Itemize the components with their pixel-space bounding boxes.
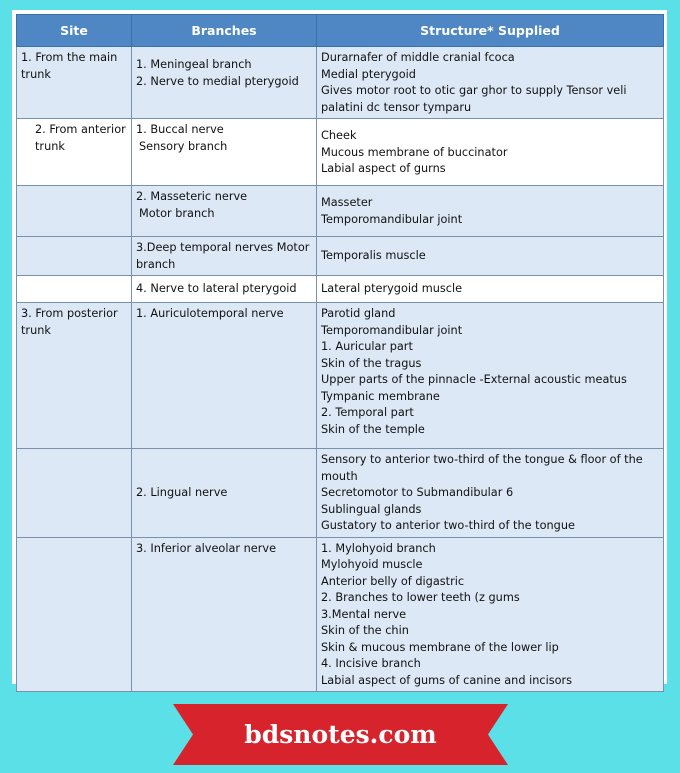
branch-text: 1. Meningeal branch	[136, 58, 252, 71]
structure-text: 1. Auricular part	[321, 340, 413, 353]
header-structures: Structure* Supplied	[317, 15, 664, 47]
structure-text: Mucous membrane of buccinator	[321, 145, 508, 159]
site-text: 2. From anterior trunk	[35, 123, 126, 153]
nerve-branches-table	[16, 14, 664, 692]
table-row	[17, 186, 664, 237]
structure-text: Medial pterygoid	[321, 67, 416, 81]
site-text: 3. From posterior trunk	[21, 307, 118, 337]
structure-text: Skin & mucous membrane of the lower lip	[321, 640, 559, 654]
structure-text: Cheek	[321, 129, 357, 142]
header-site: Site	[17, 15, 132, 47]
structure-text: Lateral pterygoid muscle	[321, 282, 463, 296]
structure-text: 3.Mental nerve	[321, 607, 407, 621]
table-frame	[12, 10, 667, 687]
site-cell	[17, 186, 132, 237]
structure-text: Secretomotor to Submandibular 6	[321, 486, 514, 499]
site-cell	[17, 449, 132, 538]
branches-cell	[132, 449, 317, 538]
header-branches: Branches	[132, 15, 317, 47]
branch-text: 1. Buccal nerve	[136, 123, 224, 136]
structures-cell	[317, 237, 664, 276]
table-row	[17, 237, 664, 276]
structures-cell	[317, 303, 664, 449]
structure-text: Mylohyoid muscle	[321, 558, 423, 571]
structures-cell	[317, 186, 664, 237]
structure-text: Tympanic membrane	[321, 389, 440, 403]
structure-text: Upper parts of the pinnacle -External acoustic meatus	[321, 373, 627, 386]
structure-text: Gustatory to anterior two-third of the tongue	[321, 519, 575, 532]
structure-text: Temporalis muscle	[321, 249, 426, 263]
branch-text: 3.Deep temporal nerves Motor branch	[136, 241, 310, 271]
structure-text: Skin of the chin	[321, 624, 409, 637]
structure-text: Parotid gland	[321, 307, 396, 320]
structure-text: Temporomandibular joint	[321, 212, 463, 226]
branches-cell	[132, 47, 317, 119]
structure-text: Masseter	[321, 196, 373, 209]
branch-text: 2. Nerve to medial pterygoid	[136, 74, 299, 88]
table-row	[17, 276, 664, 303]
structure-text: 1. Mylohyoid branch	[321, 541, 436, 555]
branches-cell	[132, 186, 317, 237]
branch-text: 4. Nerve to lateral pterygoid	[136, 282, 297, 296]
structure-text: Labial aspect of gums of canine and incisors	[321, 673, 573, 687]
structures-cell	[317, 47, 664, 119]
structure-text: Labial aspect of gurns	[321, 162, 446, 175]
structure-text: 2. Temporal part	[321, 406, 414, 419]
branch-text: 2. Lingual nerve	[136, 486, 228, 499]
branch-text: Sensory branch	[139, 139, 228, 153]
branches-cell	[132, 119, 317, 186]
site-cell	[17, 237, 132, 276]
header-row	[17, 15, 664, 47]
branch-text: Motor branch	[139, 206, 215, 220]
site-cell	[17, 537, 132, 692]
site-banner[interactable]	[173, 704, 508, 765]
branches-cell	[132, 303, 317, 449]
table-row	[17, 449, 664, 538]
structures-cell	[317, 276, 664, 303]
structure-text: Skin of the temple	[321, 422, 425, 436]
structure-text: Sublingual glands	[321, 502, 422, 516]
site-cell	[17, 119, 132, 186]
structure-text: Anterior belly of digastric	[321, 574, 465, 588]
structure-text: Sensory to anterior two-third of the tongue & floor of the mouth	[321, 453, 643, 483]
site-cell	[17, 276, 132, 303]
site-text: 1. From the main trunk	[21, 51, 118, 81]
structure-text: 4. Incisive branch	[321, 657, 421, 670]
banner-link-text[interactable]: bdsnotes.com	[244, 720, 437, 749]
branches-cell	[132, 276, 317, 303]
structure-text: Gives motor root to otic gar ghor to supply Tensor veli palatini dc tensor tymparu	[321, 84, 627, 114]
structure-text: 2. Branches to lower teeth (z gums	[321, 591, 520, 604]
structures-cell	[317, 537, 664, 692]
site-cell	[17, 303, 132, 449]
table-row	[17, 303, 664, 449]
structure-text: Durarnafer of middle cranial fcoca	[321, 51, 515, 64]
structures-cell	[317, 449, 664, 538]
structure-text: Skin of the tragus	[321, 356, 422, 370]
branches-cell	[132, 237, 317, 276]
structures-cell	[317, 119, 664, 186]
branches-cell	[132, 537, 317, 692]
site-cell	[17, 47, 132, 119]
branch-text: 3. Inferior alveolar nerve	[136, 541, 277, 555]
branch-text: 1. Auriculotemporal nerve	[136, 307, 284, 320]
table-row	[17, 47, 664, 119]
structure-text: Temporomandibular joint	[321, 323, 463, 337]
branch-text: 2. Masseteric nerve	[136, 190, 248, 203]
table-row	[17, 537, 664, 692]
table-row	[17, 119, 664, 186]
